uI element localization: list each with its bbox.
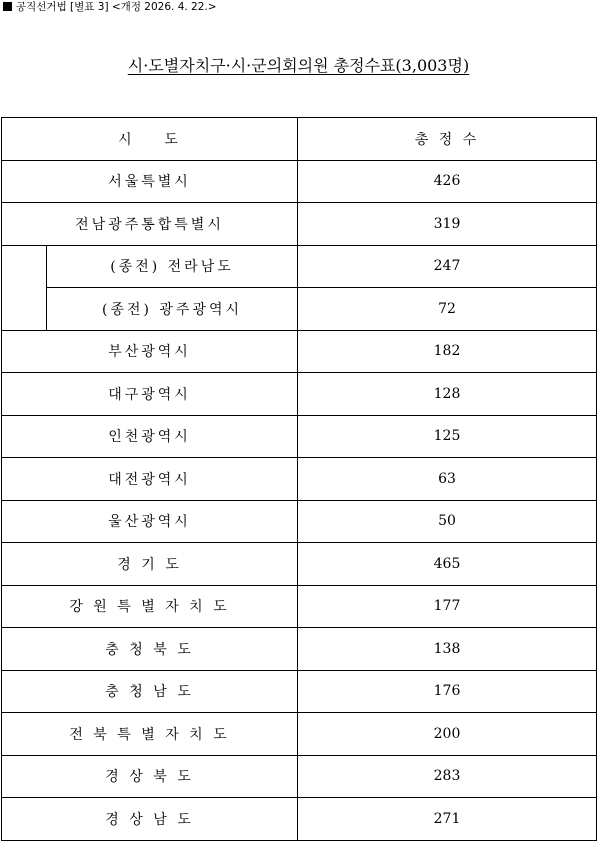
header-text: 공직선거법 [별표 3] <개정 2026. 4. 22.> bbox=[16, 1, 217, 13]
table-row bbox=[2, 373, 597, 416]
region-name: 강 원 특 별 자 치 도 bbox=[2, 585, 298, 628]
region-total: 283 bbox=[298, 755, 597, 798]
table-row bbox=[2, 160, 597, 203]
region-total: 128 bbox=[298, 373, 597, 416]
seat-count-table bbox=[1, 117, 597, 841]
region-total: 138 bbox=[298, 628, 597, 671]
region-total: 72 bbox=[298, 288, 597, 331]
region-name: 전 북 특 별 자 치 도 bbox=[2, 713, 298, 756]
indent-cell bbox=[2, 245, 47, 288]
region-name: 충 청 남 도 bbox=[2, 670, 298, 713]
region-total: 247 bbox=[298, 245, 597, 288]
region-name: 울산광역시 bbox=[2, 500, 298, 543]
region-name: 경 기 도 bbox=[2, 543, 298, 586]
region-name: 부산광역시 bbox=[2, 330, 298, 373]
region-name: (종전) 광주광역시 bbox=[47, 288, 298, 331]
table-row bbox=[2, 670, 597, 713]
table-header-row bbox=[2, 118, 597, 161]
table-row bbox=[2, 330, 597, 373]
indent-cell bbox=[2, 288, 47, 331]
table-row-sub bbox=[2, 245, 597, 288]
document-header bbox=[3, 0, 217, 14]
region-name: (종전) 전라남도 bbox=[47, 245, 298, 288]
region-name: 전남광주통합특별시 bbox=[2, 203, 298, 246]
region-name: 충 청 북 도 bbox=[2, 628, 298, 671]
region-name: 서울특별시 bbox=[2, 160, 298, 203]
header-region: 시 도 bbox=[2, 118, 298, 161]
header-total: 총 정 수 bbox=[298, 118, 597, 161]
region-total: 50 bbox=[298, 500, 597, 543]
region-name: 대전광역시 bbox=[2, 458, 298, 501]
table-row bbox=[2, 798, 597, 841]
region-name: 대구광역시 bbox=[2, 373, 298, 416]
region-total: 426 bbox=[298, 160, 597, 203]
table-row bbox=[2, 458, 597, 501]
region-total: 63 bbox=[298, 458, 597, 501]
table-row bbox=[2, 713, 597, 756]
title-text: 시·도별자치구·시·군의회의원 총정수표(3,003명) bbox=[127, 56, 470, 75]
region-total: 176 bbox=[298, 670, 597, 713]
table-row bbox=[2, 415, 597, 458]
region-total: 319 bbox=[298, 203, 597, 246]
table-row-sub bbox=[2, 288, 597, 331]
region-total: 182 bbox=[298, 330, 597, 373]
region-total: 200 bbox=[298, 713, 597, 756]
region-name: 경 상 북 도 bbox=[2, 755, 298, 798]
table-row bbox=[2, 585, 597, 628]
region-total: 125 bbox=[298, 415, 597, 458]
square-bullet-icon bbox=[3, 2, 12, 11]
table-row bbox=[2, 203, 597, 246]
region-total: 271 bbox=[298, 798, 597, 841]
region-total: 465 bbox=[298, 543, 597, 586]
table-row bbox=[2, 628, 597, 671]
table-row bbox=[2, 755, 597, 798]
page-title bbox=[0, 54, 597, 78]
table-row bbox=[2, 543, 597, 586]
table-row bbox=[2, 500, 597, 543]
region-total: 177 bbox=[298, 585, 597, 628]
region-name: 인천광역시 bbox=[2, 415, 298, 458]
region-name: 경 상 남 도 bbox=[2, 798, 298, 841]
